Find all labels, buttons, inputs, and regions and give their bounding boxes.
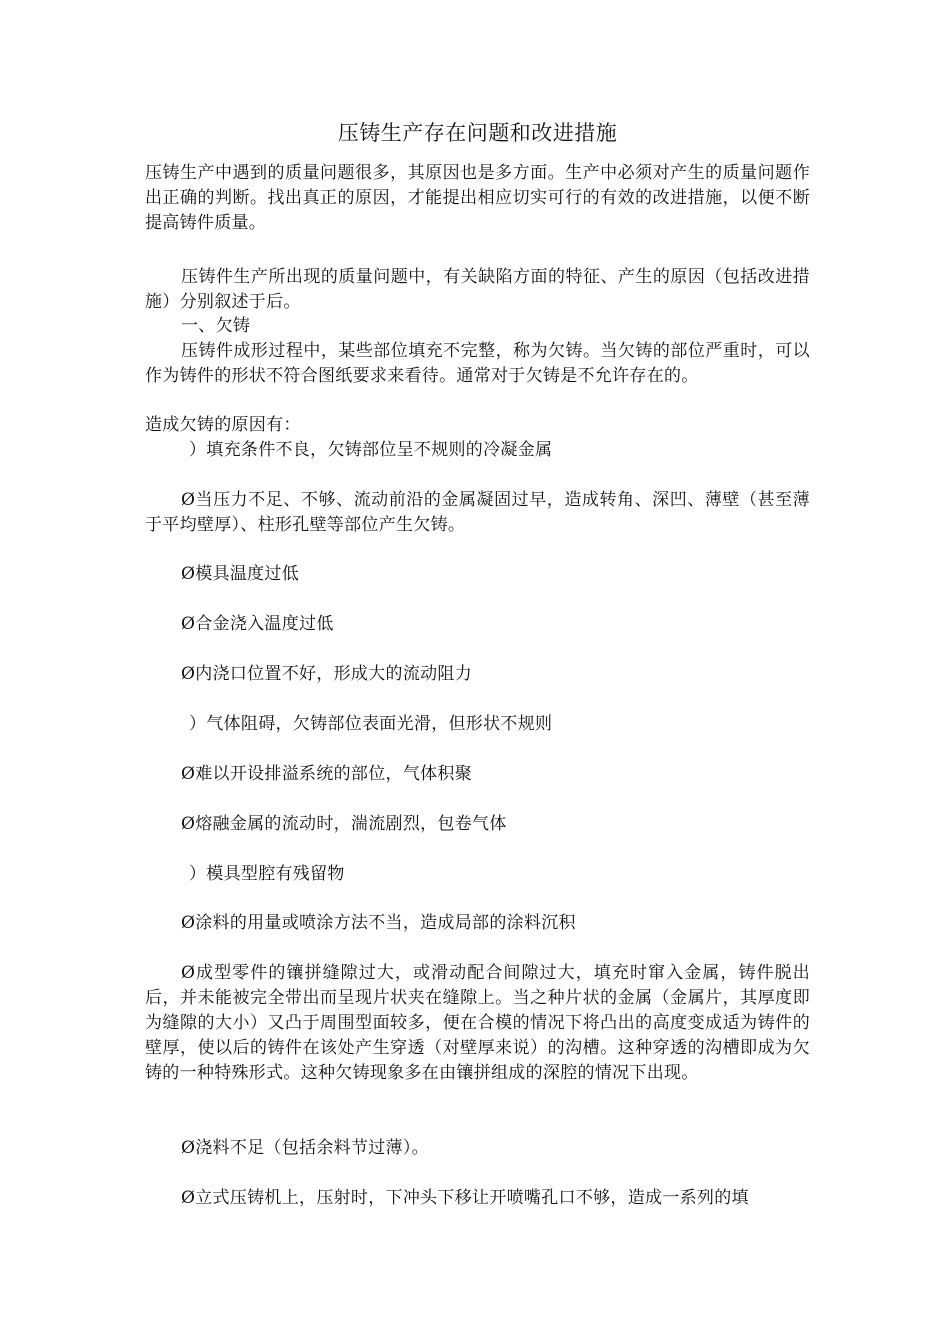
list-item: Ø合金浇入温度过低 [181, 614, 334, 634]
list-item: Ø难以开设排溢系统的部位，气体积聚 [181, 764, 473, 784]
list-item: Ø涂料的用量或喷涂方法不当，造成局部的涂料沉积 [181, 913, 576, 933]
list-item: Ø模具温度过低 [181, 564, 300, 584]
list-item: Ø立式压铸机上，压射时，下冲头下移让开喷嘴孔口不够，造成一系列的填 [181, 1188, 749, 1208]
document-title: 压铸生产存在问题和改进措施 [337, 121, 618, 145]
paragraph-intro: 压铸生产中遇到的质量问题很多，其原因也是多方面。生产中必须对产生的质量问题作出正确的判断。找出真正的原因，才能提出相应切实可行的有效的改进措施，以便不断提高铸件质量。 [145, 163, 810, 233]
cause-heading-cavity-residue: ）模具型腔有残留物 [189, 864, 345, 884]
section-heading-underfill: 一、欠铸 [181, 316, 251, 336]
cause-heading-gas-obstruction: ）气体阻碍，欠铸部位表面光滑，但形状不规则 [189, 714, 553, 734]
paragraph-underfill-definition: 压铸件成形过程中，某些部位填充不完整，称为欠铸。当欠铸的部位严重时，可以作为铸件的形状不符合图纸要求来看待。通常对于欠铸是不允许存在的。 [145, 341, 810, 386]
cause-heading-fill-conditions: ）填充条件不良，欠铸部位呈不规则的冷凝金属 [189, 440, 553, 460]
list-item: Ø浇料不足（包括余料节过薄）。 [181, 1138, 429, 1158]
list-item: Ø成型零件的镶拼缝隙过大，或滑动配合间隙过大，填充时窜入金属，铸件脱出后，并未能被完全带出而呈现片状夹在缝隙上。当之种片状的金属（金属片，其厚度即为缝隙的大小）又凸于周围型面较多，便在合模的情况下将凸出的高度变成适为铸件的壁厚，使以后的铸件在该处产生穿透（对壁厚来说）的沟槽。这种穿透的沟槽即成为欠铸的一种特殊形式。这种欠铸现象多在由镶拼组成的深腔的情况下出现。 [145, 963, 810, 1083]
list-item: Ø熔融金属的流动时，湍流剧烈，包卷气体 [181, 814, 507, 834]
list-item: Ø当压力不足、不够、流动前沿的金属凝固过早，造成转角、深凹、薄壁（甚至薄于平均壁厚）、柱形孔壁等部位产生欠铸。 [145, 490, 810, 535]
list-item: Ø内浇口位置不好，形成大的流动阻力 [181, 664, 473, 684]
paragraph-causes-intro: 造成欠铸的原因有： [145, 415, 301, 435]
paragraph-overview: 压铸件生产所出现的质量问题中，有关缺陷方面的特征、产生的原因（包括改进措施）分别叙述于后。 [145, 267, 810, 312]
